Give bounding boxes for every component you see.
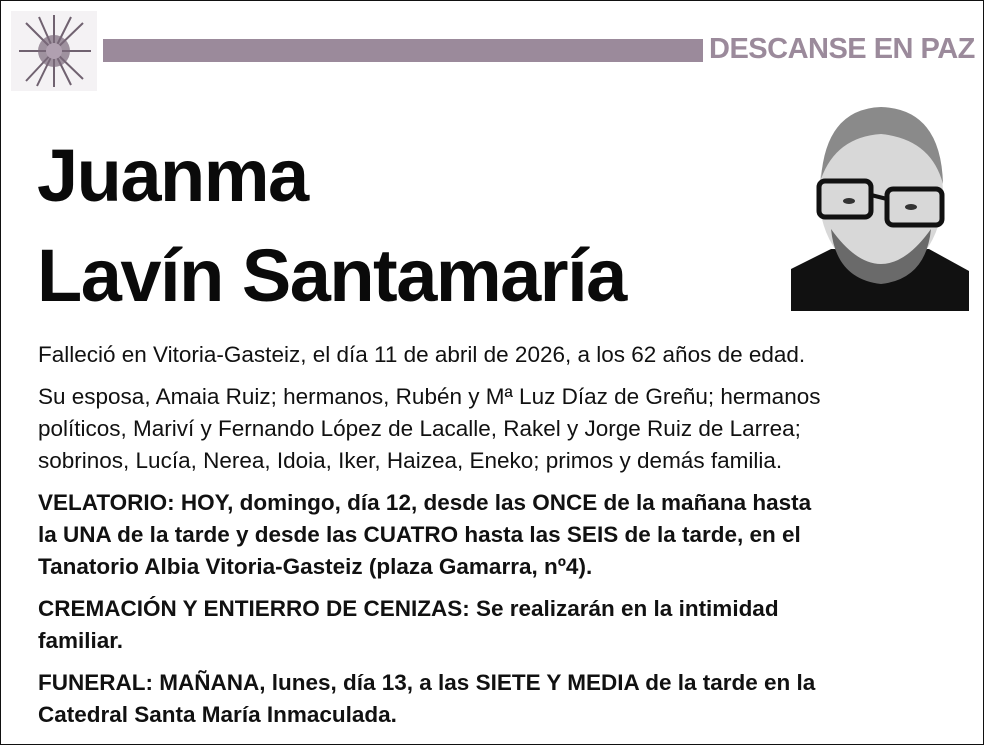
cremation-paragraph — [38, 593, 968, 657]
header-title: DESCANSE EN PAZ — [709, 33, 975, 65]
deceased-surnames: Lavín Santamaría — [37, 234, 626, 317]
text-line: VELATORIO: HOY, domingo, día 12, desde las ONCE de la mañana hasta — [38, 490, 812, 515]
text-line: familiar. — [38, 628, 124, 653]
portrait-photo — [791, 99, 969, 311]
death-notice-paragraph — [38, 339, 968, 371]
family-paragraph — [38, 381, 968, 477]
deceased-first-name: Juanma — [37, 134, 308, 217]
text-line: Tanatorio Albia Vitoria-Gasteiz (plaza Gamarra, nº4). — [38, 554, 593, 579]
text-line: Su esposa, Amaia Ruiz; hermanos, Rubén y Mª Luz Díaz de Greñu; hermanos — [38, 384, 821, 409]
header-bar — [103, 39, 703, 62]
wake-paragraph — [38, 487, 968, 583]
text-line: Falleció en Vitoria-Gasteiz, el día 11 de abril de 2026, a los 62 años de edad. — [38, 342, 806, 367]
text-line: FUNERAL: MAÑANA, lunes, día 13, a las SIETE Y MEDIA de la tarde en la — [38, 670, 816, 695]
text-line: políticos, Mariví y Fernando López de Lacalle, Rakel y Jorge Ruiz de Larrea; — [38, 416, 801, 441]
text-line: CREMACIÓN Y ENTIERRO DE CENIZAS: Se realizarán en la intimidad — [38, 596, 779, 621]
funeral-paragraph — [38, 667, 968, 731]
text-line: sobrinos, Lucía, Nerea, Idoia, Iker, Haizea, Eneko; primos y demás familia. — [38, 448, 783, 473]
obituary-body — [38, 339, 968, 741]
text-line: la UNA de la tarde y desde las CUATRO hasta las SEIS de la tarde, en el — [38, 522, 801, 547]
flower-emblem-icon — [11, 11, 97, 91]
text-line: Catedral Santa María Inmaculada. — [38, 702, 397, 727]
